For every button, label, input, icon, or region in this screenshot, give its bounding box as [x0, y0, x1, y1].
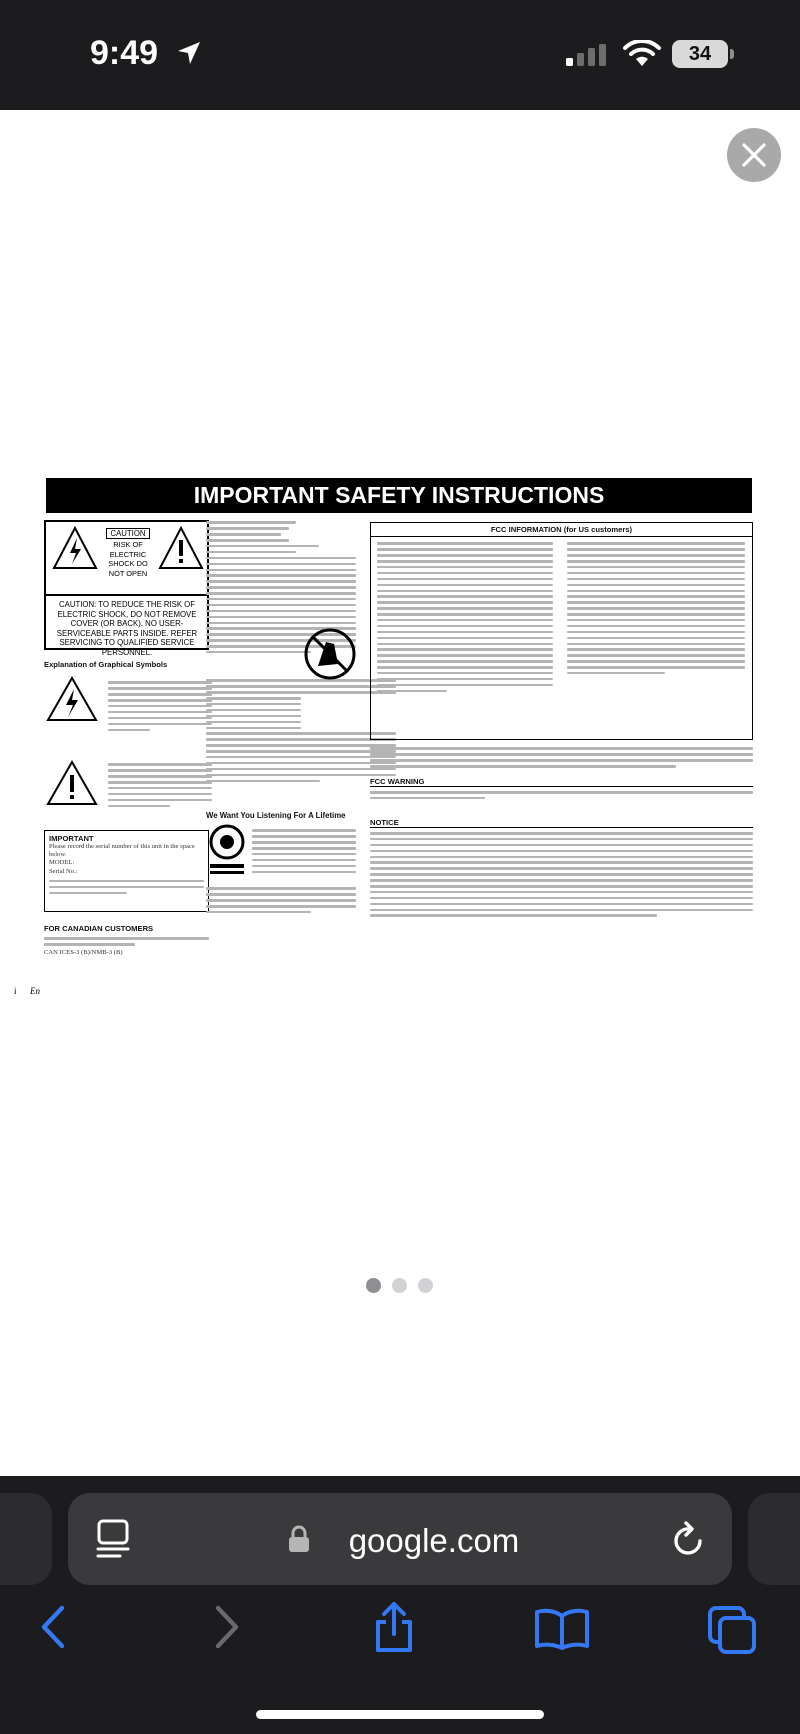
important-heading: IMPORTANT	[49, 834, 94, 843]
model-label: MODEL:	[49, 859, 75, 867]
previous-tab-preview[interactable]	[0, 1493, 52, 1585]
document-title: IMPORTANT SAFETY INSTRUCTIONS	[46, 478, 752, 513]
canadian-code: CAN ICES-3 (B)/NMB-3 (B)	[44, 949, 123, 957]
exclamation-warning-icon	[158, 526, 204, 570]
caution-box	[44, 520, 209, 657]
page-number: i	[14, 986, 17, 996]
pager-dot-1[interactable]	[366, 1278, 381, 1293]
listening-logo-icon	[208, 824, 246, 878]
url-text: google.com	[348, 1522, 520, 1559]
canadian-text	[44, 934, 209, 957]
fcc-warning-text	[370, 786, 753, 803]
exclamation-symbol-text	[108, 760, 212, 811]
tabs-icon[interactable]	[706, 1604, 758, 1654]
manual-page-image[interactable]	[14, 478, 754, 996]
important-box	[44, 830, 209, 912]
reload-icon[interactable]	[672, 1521, 706, 1557]
language-label: En	[30, 986, 40, 996]
lightning-warning-icon	[52, 526, 98, 570]
serial-label: Serial No.:	[49, 867, 78, 875]
lightning-symbol-icon	[46, 676, 98, 722]
cellular-signal-icon	[566, 44, 612, 66]
graphical-symbols-heading: Explanation of Graphical Symbols	[44, 660, 168, 669]
battery-level: 34	[688, 43, 712, 65]
caution-label: CAUTION	[110, 529, 146, 538]
status-bar	[0, 0, 800, 110]
address-bar[interactable]	[68, 1493, 732, 1585]
location-arrow-icon	[176, 40, 202, 66]
shock-label: RISK OF ELECTRIC SHOCK DO NOT OPEN	[108, 540, 148, 578]
close-icon	[742, 143, 766, 167]
important-text: Please record the serial number of this unit in the space below.	[49, 843, 195, 859]
canadian-heading: FOR CANADIAN CUSTOMERS	[44, 924, 154, 933]
share-icon[interactable]	[372, 1600, 416, 1654]
forward-icon[interactable]	[212, 1604, 242, 1650]
exclamation-symbol-icon	[46, 760, 98, 806]
wifi-icon	[622, 40, 662, 68]
close-button[interactable]	[727, 128, 781, 182]
lightning-symbol-text	[108, 678, 212, 734]
fcc-warning-heading: FCC WARNING	[370, 777, 425, 786]
caution-text: CAUTION: TO REDUCE THE RISK OF ELECTRIC SHOCK, DO NOT REMOVE COVER (OR BACK). NO USER-SERVICEABLE PARTS INSIDE. REFER SERVICING TO QUALIFIED SERVICE PERSONNEL.	[56, 600, 198, 657]
fcc-left-column	[377, 539, 553, 696]
notice-heading: NOTICE	[370, 818, 399, 827]
fcc-heading: FCC INFORMATION (for US customers)	[371, 523, 752, 537]
bookmarks-icon[interactable]	[534, 1608, 590, 1650]
cart-warning-icon	[304, 628, 356, 680]
notice-text	[370, 827, 753, 920]
listening-heading: We Want You Listening For A Lifetime	[206, 811, 346, 820]
status-time: 9:49	[90, 34, 159, 72]
fcc-info-box	[370, 522, 753, 740]
battery-icon	[672, 40, 728, 68]
caution-divider	[46, 594, 207, 596]
battery-cap	[730, 49, 734, 59]
home-indicator[interactable]	[256, 1710, 544, 1719]
listening-text	[252, 826, 356, 877]
pager-dot-2[interactable]	[392, 1278, 407, 1293]
back-icon[interactable]	[38, 1604, 68, 1650]
pager-dot-3[interactable]	[418, 1278, 433, 1293]
fcc-compliance-text	[370, 744, 753, 771]
fcc-right-column	[567, 539, 745, 678]
listening-text-2	[206, 884, 356, 917]
safety-instructions-list-2	[206, 676, 396, 785]
